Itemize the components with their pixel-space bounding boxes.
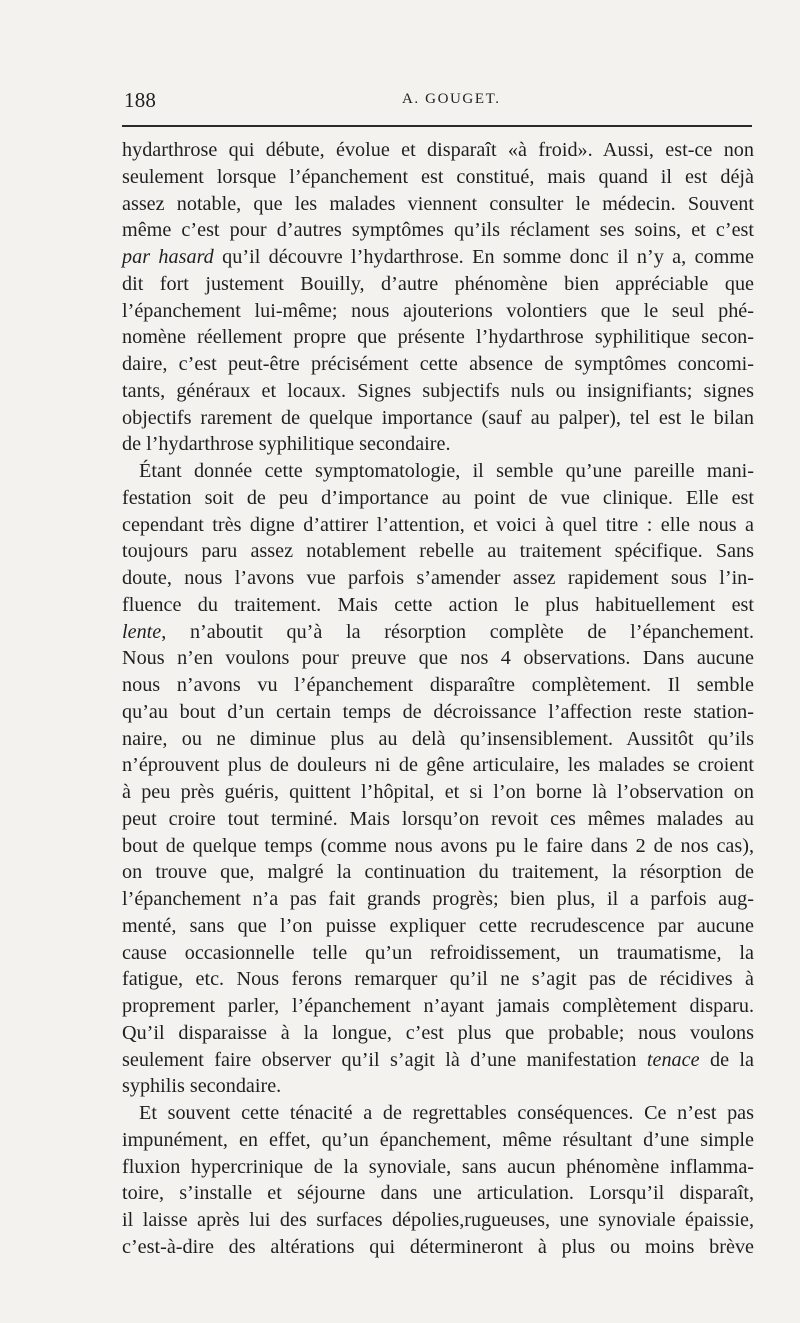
line: n’éprouvent plus de douleurs ni de gêne articulaire, les malades se croient xyxy=(122,754,754,777)
paragraph-2 xyxy=(122,458,754,1100)
line: nomène réellement propre que présente l’hydarthrose syphilitique secon- xyxy=(122,326,754,349)
line: seulement faire observer qu’il s’agit là d’une manifestation tenace de la xyxy=(122,1048,754,1071)
line: impunément, en effet, qu’un épanchement, même résultant d’une simple xyxy=(122,1128,754,1151)
line: de l’hydarthrose syphilitique secondaire. xyxy=(122,433,451,456)
line: daire, c’est peut-être précisément cette absence de symptômes concomi- xyxy=(122,353,754,375)
line: l’épanchement n’a pas fait grands progrès; bien plus, il a parfois aug- xyxy=(122,888,754,910)
line: à peu près guéris, quittent l’hôpital, et si l’on borne là l’observation on xyxy=(122,781,754,803)
line: par hasard qu’il découvre l’hydarthrose. En somme donc il n’y a, comme xyxy=(122,246,754,268)
line: seulement lorsque l’épanchement est constitué, mais quand il est déjà xyxy=(122,165,754,188)
line: nous n’avons vu l’épanchement disparaître complètement. Il semble xyxy=(122,674,754,696)
line: fluence du traitement. Mais cette action le plus habituellement est xyxy=(122,593,754,616)
line: toire, s’installe et séjourne dans une articulation. Lorsqu’il disparaît, xyxy=(122,1182,754,1205)
line: lente, n’aboutit qu’à la résorption complète de l’épanchement. xyxy=(122,620,754,643)
line: Qu’il disparaisse à la longue, c’est plus que probable; nous voulons xyxy=(122,1021,754,1044)
line: c’est-à-dire des altérations qui détermineront à plus ou moins brève xyxy=(122,1235,754,1258)
line: Étant donnée cette symptomatologie, il semble qu’une pareille mani- xyxy=(139,460,754,482)
line: fatigue, etc. Nous ferons remarquer qu’il ne s’agit pas de récidives à xyxy=(122,968,754,991)
line: dit fort justement Bouilly, d’autre phénomène bien appréciable que xyxy=(122,272,754,295)
line: menté, sans que l’on puisse expliquer cette recrudescence par aucune xyxy=(122,914,754,937)
line: qu’au bout d’un certain temps de décroissance l’affection reste station- xyxy=(122,700,754,723)
line: il laisse après lui des surfaces dépolies,rugueuses, une synoviale épaissie, xyxy=(122,1209,754,1231)
running-head: A. GOUGET. xyxy=(402,91,501,107)
line: assez notable, que les malades viennent consulter le médecin. Souvent xyxy=(122,192,754,215)
line: bout de quelque temps (comme nous avons pu le faire dans 2 de nos cas), xyxy=(122,834,754,857)
line: naire, ou ne diminue plus au delà qu’insensiblement. Aussitôt qu’ils xyxy=(122,727,754,750)
line: syphilis secondaire. xyxy=(122,1075,282,1098)
line: festation soit de peu d’importance au point de vue clinique. Elle est xyxy=(122,486,754,509)
line: peut croire tout terminé. Mais lorsqu’on revoit ces mêmes malades au xyxy=(122,807,754,830)
paragraph-1 xyxy=(122,137,754,458)
line: hydarthrose qui débute, évolue et disparaît «à froid». Aussi, est-ce non xyxy=(122,139,754,161)
line: objectifs rarement de quelque importance (sauf au palper), tel est le bilan xyxy=(122,406,754,429)
line: doute, nous l’avons vue parfois s’amender assez rapidement sous l’in- xyxy=(122,567,754,589)
line: cependant très digne d’attirer l’attention, et voici à quel titre : elle nous a xyxy=(122,513,754,536)
line: l’épanchement lui-même; nous ajouterions volontiers que le seul phé- xyxy=(122,299,754,322)
page-number: 188 xyxy=(124,88,157,112)
line: Et souvent cette ténacité a de regrettables conséquences. Ce n’est pas xyxy=(139,1102,754,1124)
line: tants, généraux et locaux. Signes subjectifs nuls ou insignifiants; signes xyxy=(122,379,754,402)
paragraph-3 xyxy=(122,1100,754,1261)
line: fluxion hypercrinique de la synoviale, sans aucun phénomène inflamma- xyxy=(122,1155,754,1178)
line: proprement parler, l’épanchement n’ayant jamais complètement disparu. xyxy=(122,995,754,1017)
line: on trouve que, malgré la continuation du traitement, la résorption de xyxy=(122,861,754,884)
body-text xyxy=(122,137,754,1261)
line: cause occasionnelle telle qu’un refroidissement, un traumatisme, la xyxy=(122,941,754,964)
line: même c’est pour d’autres symptômes qu’ils réclament ses soins, et c’est xyxy=(122,219,754,242)
line: Nous n’en voulons pour preuve que nos 4 observations. Dans aucune xyxy=(122,647,754,670)
line: toujours paru assez notablement rebelle au traitement spécifique. Sans xyxy=(122,540,754,563)
page-header xyxy=(124,88,752,114)
header-rule xyxy=(122,125,752,127)
